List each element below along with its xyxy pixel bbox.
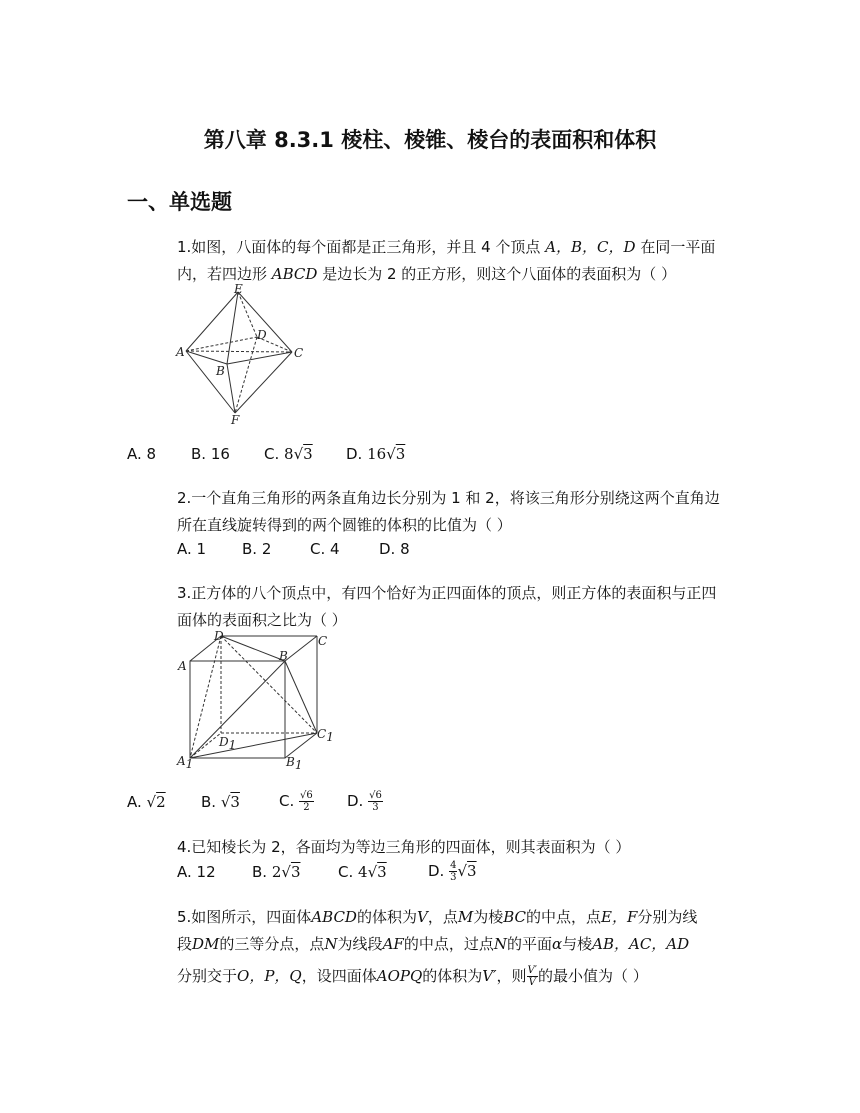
q2-option-d: D. 8 [379,540,410,558]
q1-vertex-vars: A，B，C，D [545,238,636,256]
octahedron-figure [175,282,310,427]
q1-line-2 [177,263,676,284]
q5-line-1: 5.如图所示，四面体ABCD的体积为V，点M为棱BC的中点，点E，F分别为线 [177,908,698,926]
q2-option-b: B. 2 [242,540,272,558]
label-b: B [279,649,288,663]
q3-option-d: D. $\frac{√6}{3}$ [347,790,382,813]
q1-text: 是边长为 2 的正方形，则这个八面体的表面积为（ ） [322,265,677,283]
q1-option-b: B. 16 [191,445,230,463]
q1-option-c: C. 8√3 [264,445,313,463]
section-heading: 一、单选题 [127,190,232,214]
q4-option-c: C. 4√3 [338,863,387,881]
q2-option-a: A. 1 [177,540,207,558]
label-f: F [231,413,240,427]
q3-line-2: 面体的表面积之比为（ ） [177,611,347,629]
label-d: D [257,328,267,342]
q1-square-var: ABCD [271,265,318,283]
q1-text: 内，若四边形 [177,265,268,283]
q1-text: 1.如图，八面体的每个面都是正三角形，并且 4 个顶点 [177,238,541,256]
page-title: 第八章 8.3.1 棱柱、棱锥、棱台的表面积和体积 [203,128,657,152]
cube-figure [172,628,342,773]
q3-option-a: A. √2 [127,793,166,811]
q3-option-b: B. √3 [201,793,240,811]
label-c1: C1 [317,727,334,744]
label-e: E [234,282,243,296]
label-b1: B1 [286,755,303,772]
q5-line-2: 段DM的三等分点，点N为线段AF的中点，过点N的平面α与棱AB，AC，AD [177,935,690,953]
q3-option-c: C. $\frac{√6}{2}$ [279,790,313,813]
label-a: A [178,659,187,673]
q5-fraction: $\frac{V'}{V}$ [527,965,538,988]
q2-line-2: 所在直线旋转得到的两个圆锥的体积的比值为（ ） [177,516,512,534]
label-d: D [214,629,224,643]
label-a: A [176,345,185,359]
q1-option-a: A. 8 [127,445,157,463]
label-a1: A1 [177,754,194,771]
q1-option-d: D. 16√3 [346,445,406,463]
q5-line-3: 分别交于O，P，Q，设四面体AOPQ的体积为V′，则 $\frac{V'}{V}$ 的最小值为（ ） [177,965,648,988]
q4-option-d: D. $\frac{4}{3}$ √3 [428,860,477,883]
label-c: C [318,634,328,648]
label-b: B [216,364,225,378]
q4-option-a: A. 12 [177,863,216,881]
q4-line-1: 4.已知棱长为 2，各面均为等边三角形的四面体，则其表面积为（ ） [177,838,631,856]
label-c: C [294,346,304,360]
q4-option-b: B. 2√3 [252,863,301,881]
q2-option-c: C. 4 [310,540,340,558]
label-d1: D1 [219,735,237,752]
q1-line-1 [177,236,715,257]
q1-text: 在同一平面 [640,238,716,256]
q2-line-1: 2.一个直角三角形的两条直角边长分别为 1 和 2，将该三角形分别绕这两个直角边 [177,489,720,507]
q3-line-1: 3.正方体的八个顶点中，有四个恰好为正四面体的顶点，则正方体的表面积与正四 [177,584,717,602]
